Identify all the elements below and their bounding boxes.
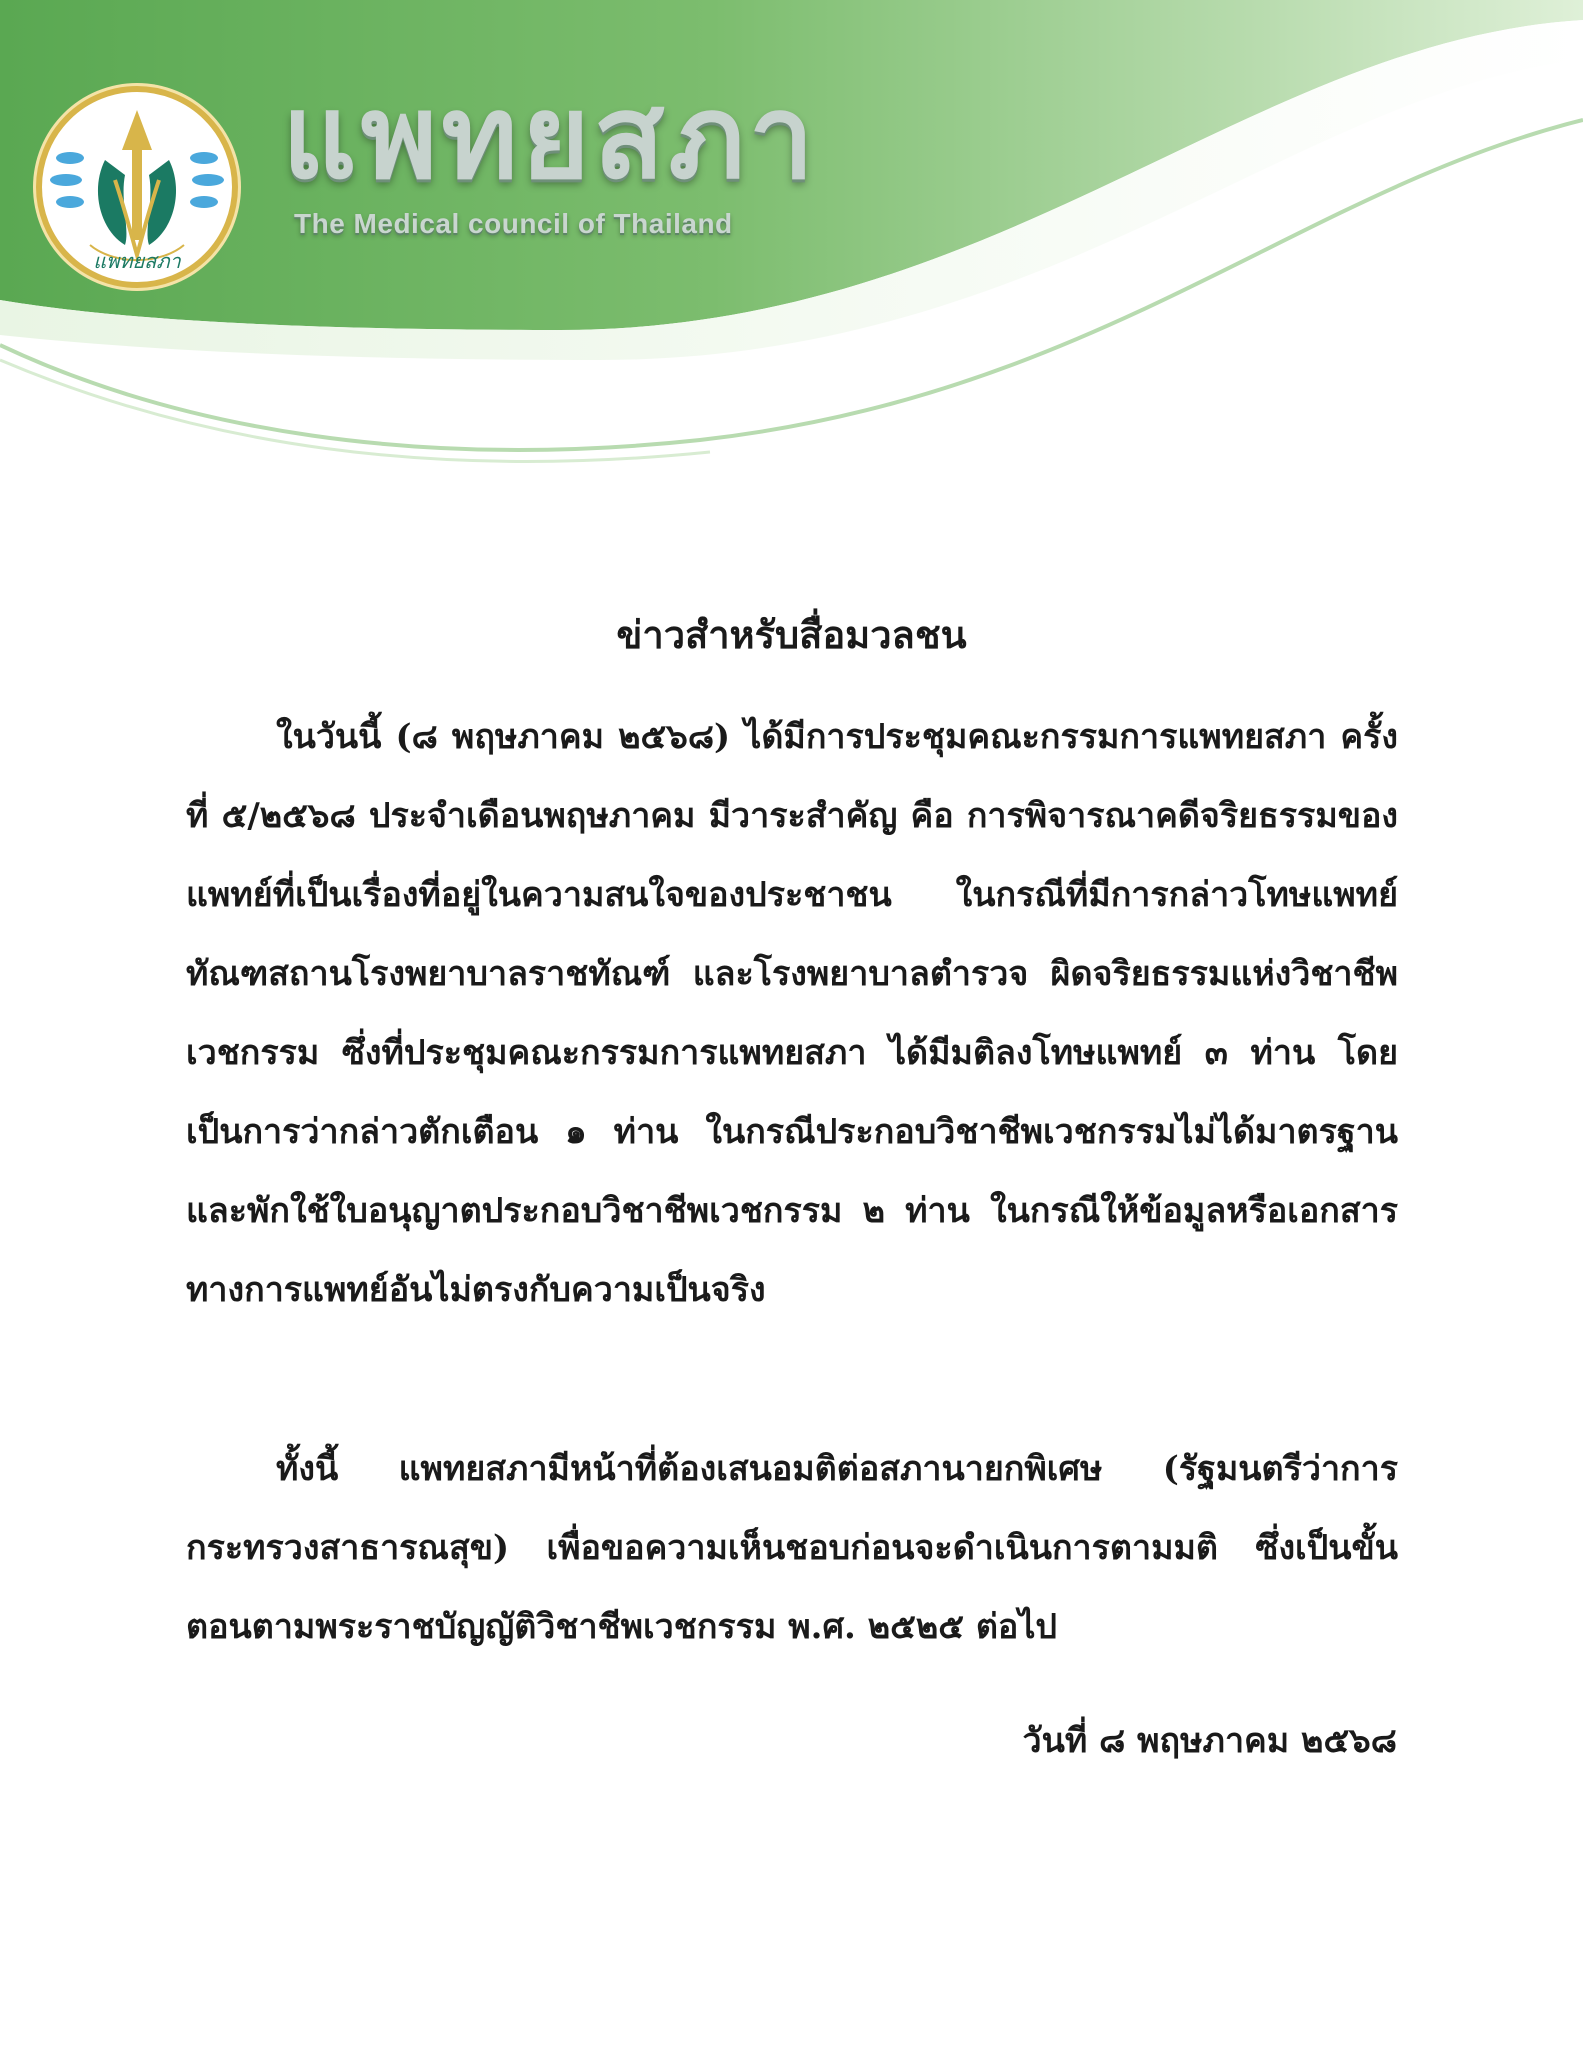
seal-text: แพทยสภา bbox=[93, 249, 181, 273]
document-title: ข่าวสำหรับสื่อมวลชน bbox=[616, 612, 967, 657]
document-date: วันที่ ๘ พฤษภาคม ๒๕๖๘ bbox=[1022, 1721, 1397, 1761]
body-paragraph-2: ทั้งนี้ แพทยสภามีหน้าที่ต้องเสนอมติต่อสภานายกพิเศษ (รัฐมนตรีว่าการกระทรวงสาธารณสุข) เพื่อขอความเห็นชอบก่อนจะดำเนินการตามมติ ซึ่งเป็นขั้นตอนตามพระราชบัญญัติวิชาชีพเวชกรรม พ.ศ. ๒๕๒๕ ต่อไป bbox=[186, 1449, 1398, 1647]
medical-council-seal-logo bbox=[30, 80, 244, 294]
body-paragraph-1: ในวันนี้ (๘ พฤษภาคม ๒๕๖๘) ได้มีการประชุมคณะกรรมการแพทยสภา ครั้งที่ ๕/๒๕๖๘ ประจำเดือนพฤษภาคม มีวาระสำคัญ คือ การพิจารณาคดีจริยธรรมของแพทย์ที่เป็นเรื่องที่อยู่ในความสนใจของประชาชน ในกรณีที่มีการกล่าวโทษแพทย์ทัณฑสถานโรงพยาบาลราชทัณฑ์ และโรงพยาบาลตำรวจ ผิดจริยธรรมแห่งวิชาชีพเวชกรรม ซึ่งที่ประชุมคณะกรรมการแพทยสภา ได้มีมติลงโทษแพทย์ ๓ ท่าน โดยเป็นการว่ากล่าวตักเตือน ๑ ท่าน ในกรณีประกอบวิชาชีพเวชกรรมไม่ได้มาตรฐาน และพักใช้ใบอนุญาตประกอบวิชาชีพเวชกรรม ๒ ท่าน ในกรณีให้ข้อมูลหรือเอกสารทางการแพทย์อันไม่ตรงกับความเป็นจริง bbox=[186, 717, 1398, 1310]
brand-subtitle: The Medical council of Thailand bbox=[294, 208, 733, 239]
brand-name: แพทยสภา bbox=[282, 70, 819, 205]
